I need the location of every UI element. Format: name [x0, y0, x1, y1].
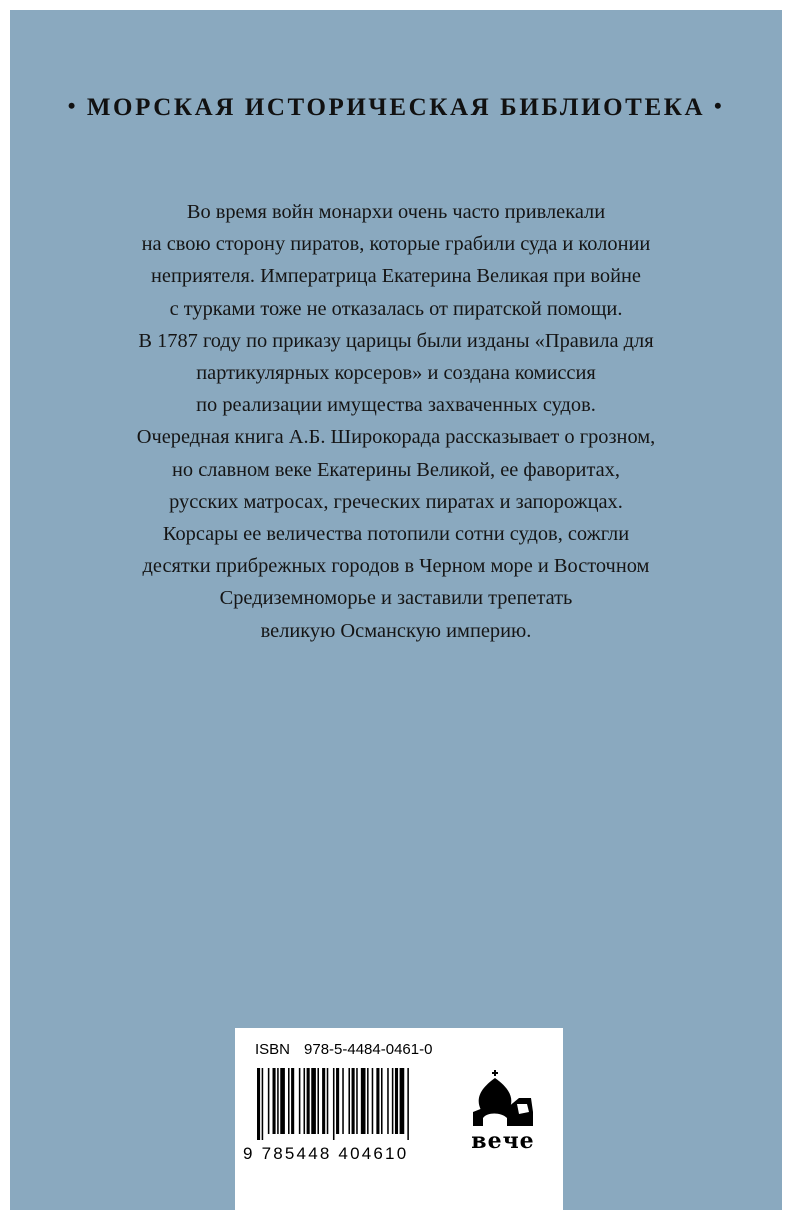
- book-description: [10, 196, 782, 647]
- isbn-label: [255, 1041, 432, 1058]
- barcode-panel: [235, 1028, 563, 1210]
- description-line: В 1787 году по приказу царицы были изданы «Правила для: [138, 329, 654, 352]
- description-line: великую Османскую империю.: [260, 619, 532, 642]
- series-bullet-left: •: [67, 93, 78, 118]
- series-bullet-right: •: [713, 93, 725, 118]
- isbn-prefix: ISBN: [255, 1041, 291, 1058]
- description-line: партикулярных корсеров» и создана комиссия: [196, 362, 596, 385]
- barcode-digits: 9 785448 404610: [243, 1144, 409, 1163]
- description-line: Средиземноморье и заставили трепетать: [219, 587, 573, 610]
- description-line: но славном веке Екатерины Великой, ее фаворитах,: [172, 458, 620, 481]
- barcode-icon: [257, 1068, 445, 1140]
- description-line: Очередная книга А.Б. Широкорада рассказывает о грозном,: [136, 426, 656, 449]
- description-line: с турками тоже не отказалась от пиратской помощи.: [169, 297, 623, 320]
- isbn-number: 978-5-4484-0461-0: [304, 1041, 433, 1058]
- description-line: Во время войн монархи очень часто привлекали: [186, 201, 606, 223]
- publisher-name: вече: [471, 1128, 535, 1154]
- series-title: [10, 94, 782, 122]
- back-cover: [10, 10, 782, 1210]
- description-line: русских матросах, греческих пиратах и запорожцах.: [169, 490, 623, 513]
- description-line: на свою сторону пиратов, которые грабили суда и колонии: [141, 233, 651, 256]
- description-line: Корсары ее величества потопили сотни судов, сожгли: [162, 523, 630, 546]
- description-line: по реализации имущества захваченных судов.: [196, 394, 596, 417]
- description-line: неприятеля. Императрица Екатерина Великая при войне: [151, 265, 641, 288]
- series-title-text: МОРСКАЯ ИСТОРИЧЕСКАЯ БИБЛИОТЕКА: [86, 94, 706, 121]
- description-line: десятки прибрежных городов в Черном море и Восточном: [142, 555, 650, 578]
